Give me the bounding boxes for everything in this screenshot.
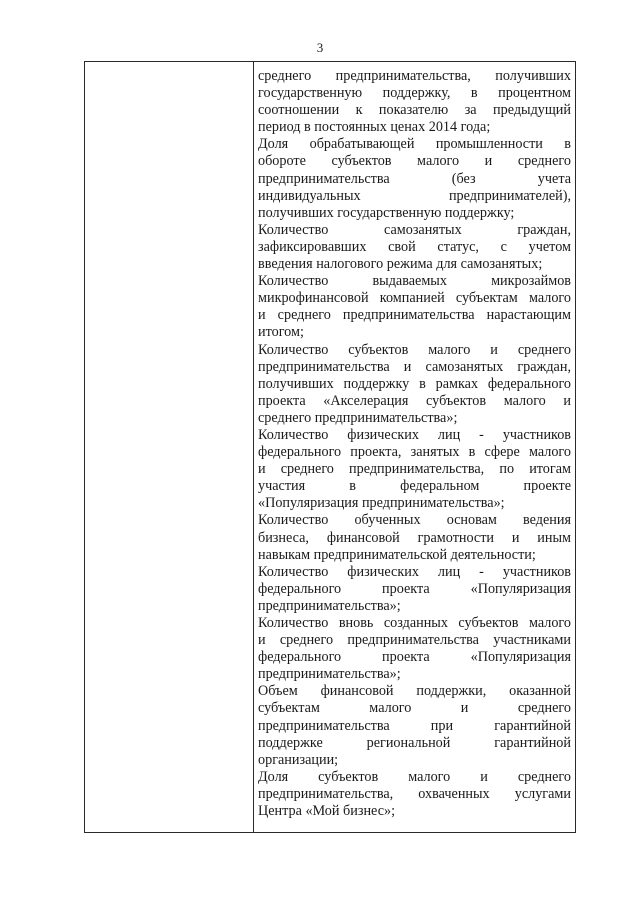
text-line: индивидуальных предпринимателей), xyxy=(258,187,571,204)
text-line: предпринимательства, охваченных услугами xyxy=(258,785,571,802)
text-line: получивших государственную поддержку; xyxy=(258,204,515,221)
text-line: государственную поддержку, в процентном xyxy=(258,85,571,102)
text-line: Доля субъектов малого и среднего xyxy=(258,768,571,785)
text-line: зафиксировавших свой статус, с учетом xyxy=(258,238,571,255)
text-line: участия в федеральном проекте xyxy=(258,478,571,495)
text-line: итогом; xyxy=(258,324,304,341)
text-line: федерального проекта «Популяризация xyxy=(258,649,571,666)
text-line: Количество физических лиц - участников xyxy=(258,426,571,443)
text-line: субъектам малого и среднего xyxy=(258,700,571,717)
text-line: получивших поддержку в рамках федерального xyxy=(258,375,571,392)
text-line: предпринимательства и самозанятых граждан, xyxy=(258,358,571,375)
text-line: Доля обрабатывающей промышленности в xyxy=(258,136,571,153)
text-line: федерального проекта, занятых в сфере малого xyxy=(258,444,571,461)
text-line: Количество выдаваемых микрозаймов xyxy=(258,273,571,290)
text-line: среднего предпринимательства, получивших xyxy=(258,68,571,84)
text-line: Количество обученных основам ведения xyxy=(258,512,571,529)
text-line: Объем финансовой поддержки, оказанной xyxy=(258,683,571,700)
text-line: федерального проекта «Популяризация xyxy=(258,580,571,597)
text-line: организации; xyxy=(258,751,339,768)
text-line: поддержке региональной гарантийной xyxy=(258,734,571,751)
text-line: соотношении к показателю за предыдущий xyxy=(258,102,571,119)
text-line: обороте субъектов малого и среднего xyxy=(258,153,571,170)
text-line: проекта «Акселерация субъектов малого и xyxy=(258,392,571,409)
text-line: предпринимательства при гарантийной xyxy=(258,717,571,734)
text-line: и среднего предпринимательства, по итогам xyxy=(258,461,571,478)
text-line: навыкам предпринимательской деятельности; xyxy=(258,546,536,563)
indicator-table xyxy=(84,61,576,833)
text-line: бизнеса, финансовой грамотности и иным xyxy=(258,529,571,546)
text-line: микрофинансовой компанией субъектам малого xyxy=(258,290,571,307)
text-line: предпринимательства (без учета xyxy=(258,170,571,187)
text-line: период в постоянных ценах 2014 года; xyxy=(258,119,491,136)
text-line: Количество вновь созданных субъектов малого xyxy=(258,615,571,631)
text-line: предпринимательства»; xyxy=(258,597,401,614)
text-line: предпринимательства»; xyxy=(258,666,401,683)
table-left-cell xyxy=(85,62,254,832)
table-right-cell xyxy=(254,62,575,832)
text-line: Количество субъектов малого и среднего xyxy=(258,341,571,358)
text-line: и среднего предпринимательства нарастающим xyxy=(258,307,571,324)
text-line: Количество физических лиц - участников xyxy=(258,563,571,580)
text-line: и среднего предпринимательства участниками xyxy=(258,632,571,649)
page-number: 3 xyxy=(316,40,324,55)
text-line: среднего предпринимательства»; xyxy=(258,409,458,426)
text-line: введения налогового режима для самозанятых; xyxy=(258,256,543,273)
text-line: Центра «Мой бизнес»; xyxy=(258,803,396,820)
text-line: «Популяризация предпринимательства»; xyxy=(258,495,505,512)
text-line: Количество самозанятых граждан, xyxy=(258,221,571,238)
